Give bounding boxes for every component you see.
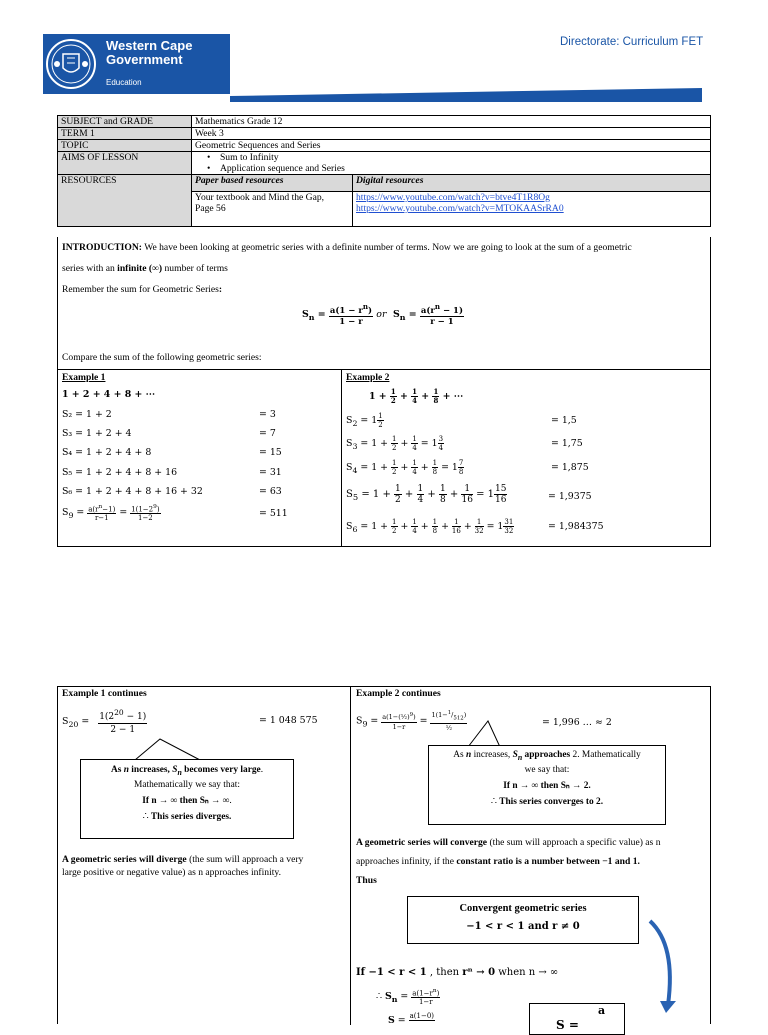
- digital-resources-value: [353, 192, 711, 227]
- aims-value: [192, 152, 711, 175]
- divider: [341, 369, 342, 546]
- example1-continues-title: Example 1 continues: [62, 688, 147, 699]
- aim-item: • Application sequence and Series: [207, 163, 345, 174]
- compare-text: Compare the sum of the following geometric series:: [62, 352, 262, 363]
- example1-row: S₅ = 1 + 2 + 4 + 8 + 16: [62, 467, 178, 478]
- intro-line1: INTRODUCTION: We have been looking at geometric series with a definite number of terms. Now we are going to look at the sum of a geometric: [62, 242, 632, 253]
- directorate-label: Directorate: Curriculum FET: [560, 36, 704, 48]
- topic-value: Geometric Sequences and Series: [192, 140, 711, 152]
- example2-row: $S_5 = 1$ + $\frac{1}{2}$ + $\frac{1}{4}$ + $\frac{1}{8}$ + $\frac{1}{16}$ = 1 $\frac{15}{16}$: [346, 484, 507, 505]
- convergent-box: Convergent geometric series −1 < r < 1 and r ≠ 0: [407, 896, 639, 944]
- example1-row: S₄ = 1 + 2 + 4 + 8: [62, 447, 152, 458]
- header-band: [230, 88, 702, 102]
- example1-title: Example 1: [62, 372, 106, 383]
- example1-row: S₂ = 1 + 2: [62, 409, 112, 420]
- example1-result: = 3: [259, 409, 276, 420]
- lesson-info-table: [57, 115, 711, 227]
- example2-result: = 1,875: [551, 462, 589, 473]
- example1-row: S₃ = 1 + 2 + 4: [62, 428, 132, 439]
- diverge-text-line2: large positive or negative value) as n approaches infinity.: [62, 867, 281, 878]
- term-value: Week 3: [192, 128, 711, 140]
- example1-s20-result: = 1 048 575: [259, 715, 318, 726]
- example2-result: = 1,75: [551, 438, 583, 449]
- gov-name-line2: Government: [106, 52, 183, 67]
- converge-text-line2: approaches infinity, if the constant ratio is a number between −1 and 1.: [356, 856, 640, 867]
- paper-resources-value: Your textbook and Mind the Gap, Page 56: [192, 192, 353, 227]
- arrow-connector: [646, 915, 686, 1015]
- sn-formula-2: S = a(1−0): [388, 1012, 435, 1026]
- example1-s9-result: = 511: [259, 508, 288, 519]
- example1-result: = 15: [259, 447, 282, 458]
- example2-row: $S_3 = 1$ + $\frac{1}{2}$ + $\frac{1}{4}$ = 1 $\frac{3}{4}$: [346, 435, 444, 452]
- sum-formula: $S_n$ = $\frac{a(1 - r^n)}{1 - r}$ or $S_n$ = $\frac{a(r^n - 1)}{r - 1}$: [302, 302, 463, 327]
- if-condition: If −1 < r < 1 , then rⁿ → 0 when n → ∞: [356, 967, 559, 978]
- gov-name-line1: Western Cape: [106, 38, 193, 53]
- aims-label: AIMS OF LESSON: [58, 152, 192, 175]
- coat-of-arms-icon: [45, 38, 97, 90]
- aim-item: • Sum to Infinity: [207, 152, 279, 163]
- continuation-section: [57, 686, 711, 1032]
- sn-formula: ∴ $S_n$ = $\frac{a(1-r^n)}{1-r}$: [376, 988, 440, 1007]
- example1-result: = 31: [259, 467, 282, 478]
- s-infinity-box: S = a: [529, 1003, 625, 1035]
- example2-s9: $S_9$ = $\frac{a(1-(\frac{1}{2})^9)}{1-r}$ = $\frac{1(1-^1/_{512})}{\text{½}}$: [356, 710, 467, 733]
- introduction-section: [57, 237, 711, 547]
- example1-series: 1 + 2 + 4 + 8 + ⋯: [62, 389, 155, 400]
- converge-text-line1: A geometric series will converge (the sum will approach a specific value) as n: [356, 837, 661, 848]
- example1-result: = 7: [259, 428, 276, 439]
- divider: [58, 369, 710, 370]
- paper-resources-label: Paper based resources: [192, 175, 353, 192]
- gov-dept: Education: [106, 78, 142, 87]
- example1-row: S₆ = 1 + 2 + 4 + 8 + 16 + 32: [62, 486, 203, 497]
- thus-text: Thus: [356, 875, 377, 886]
- subject-label: SUBJECT and GRADE: [58, 116, 192, 128]
- resources-label: RESOURCES: [58, 175, 192, 227]
- diverge-callout: As n increases, $S_n$ becomes very large. Mathematically we say that: If n → ∞ then Sₙ → ∞. ∴ This series diverges.: [80, 759, 294, 839]
- example2-row: $S_2 = 1$ $\frac{1}{2}$: [346, 412, 383, 429]
- example2-result: = 1,5: [551, 415, 577, 426]
- diverge-text-line1: A geometric series will diverge (the sum will approach a very: [62, 854, 304, 865]
- example1-s9: $S_9$ = $\frac{a(r^n-1)}{r-1}$ = $\frac{1(1-2^9)}{1-2}$: [62, 504, 160, 523]
- example1-result: = 63: [259, 486, 282, 497]
- example2-continues-title: Example 2 continues: [356, 688, 441, 699]
- example2-series: 1 + $\frac{1}{2}$ + $\frac{1}{4}$ + $\frac{1}{8}$ + ⋯: [369, 387, 464, 405]
- example2-s9-result: = 1,996 … ≈ 2: [542, 717, 612, 728]
- digital-resources-label: Digital resources: [353, 175, 711, 192]
- converge-callout: As n increases, $S_n$ approaches 2. Mathematically we say that: If n → ∞ then Sₙ → 2. ∴ This series converges to 2.: [428, 745, 666, 825]
- example2-row: $S_4 = 1$ + $\frac{1}{2}$ + $\frac{1}{4}$ + $\frac{1}{8}$ = 1 $\frac{7}{8}$: [346, 459, 464, 476]
- example2-title: Example 2: [346, 372, 390, 383]
- youtube-link-2[interactable]: https://www.youtube.com/watch?v=MTOKAASrRA0: [356, 203, 564, 214]
- example1-s20: $S_{20}$ = $\frac{1(2^{20} - 1)}{2 - 1}$: [62, 708, 147, 735]
- example2-result: = 1,9375: [548, 491, 592, 502]
- example2-result: = 1,984375: [548, 521, 604, 532]
- intro-line2: series with an infinite (∞) number of terms: [62, 263, 228, 274]
- term-label: TERM 1: [58, 128, 192, 140]
- subject-value: Mathematics Grade 12: [192, 116, 711, 128]
- example2-row: $S_6 = 1$ + $\frac{1}{2}$ + $\frac{1}{4}$ + $\frac{1}{8}$ + $\frac{1}{16}$ + $\frac{1}{32}$ = 1 $\frac{31}{32}$: [346, 518, 514, 535]
- youtube-link-1[interactable]: https://www.youtube.com/watch?v=btve4T1R8Og: [356, 192, 550, 203]
- topic-label: TOPIC: [58, 140, 192, 152]
- divider: [350, 687, 351, 1025]
- remember-text: Remember the sum for Geometric Series:: [62, 284, 223, 295]
